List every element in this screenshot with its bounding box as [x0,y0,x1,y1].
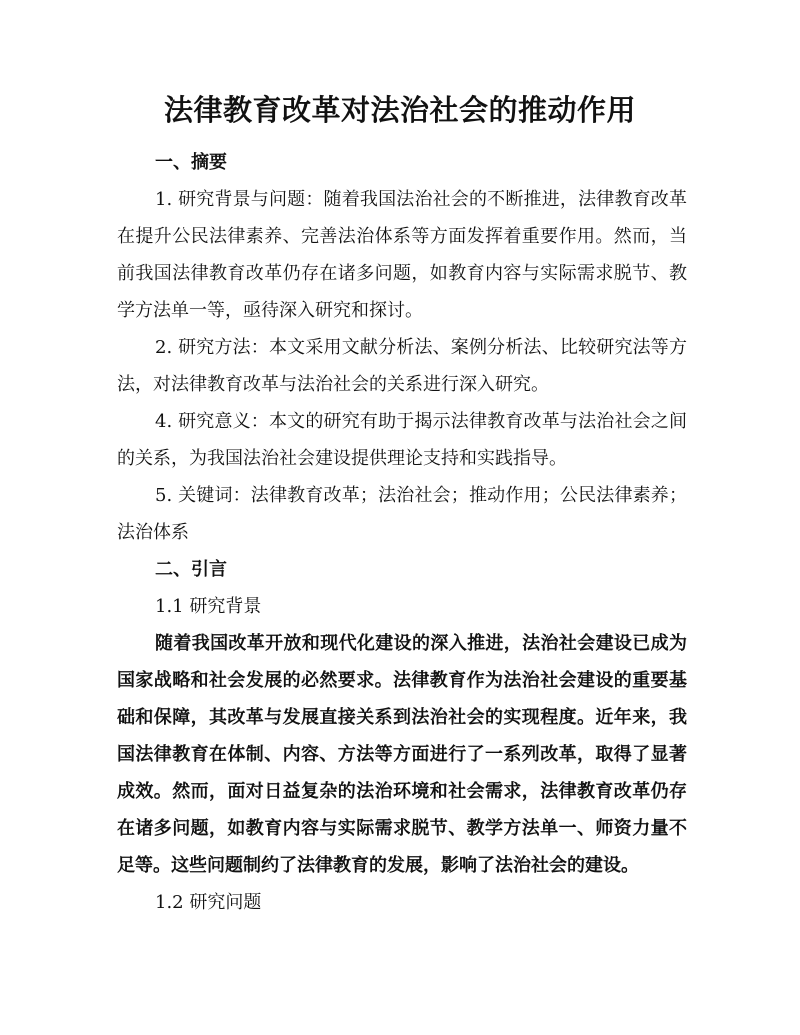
abstract-paragraph-2: 2. 研究方法：本文采用文献分析法、案例分析法、比较研究法等方法，对法律教育改革与法治社会的关系进行深入研究。 [117,337,687,395]
abstract-paragraph-3: 4. 研究意义：本文的研究有助于揭示法律教育改革与法治社会之间的关系，为我国法治社会建设提供理论支持和实践指导。 [117,411,687,469]
background-paragraph: 随着我国改革开放和现代化建设的深入推进，法治社会建设已成为国家战略和社会发展的必然要求。法律教育作为法治社会建设的重要基础和保障，其改革与发展直接关系到法治社会的实现程度。近年来，我国法律教育在体制、内容、方法等方面进行了一系列改革，取得了显著成效。然而，面对日益复杂的法治环境和社会需求，法律教育改革仍存在诸多问题，如教育内容与实际需求脱节、教学方法单一、师资力量不足等。这些问题制约了法律教育的发展，影响了法治社会的建设。 [117,633,687,876]
subsection-heading-question: 1.2 研究问题 [155,892,262,913]
document-title: 法律教育改革对法治社会的推动作用 [163,93,636,127]
subsection-heading-background: 1.1 研究背景 [155,596,262,617]
abstract-paragraph-1: 1. 研究背景与问题：随着我国法治社会的不断推进，法律教育改革在提升公民法律素养、完善法治体系等方面发挥着重要作用。然而，当前我国法律教育改革仍存在诸多问题，如教育内容与实际需求脱节、教学方法单一等，亟待深入研究和探讨。 [117,189,687,321]
section-heading-abstract: 一、摘要 [155,152,227,173]
document-body [117,144,687,921]
abstract-paragraph-4: 5. 关键词：法律教育改革；法治社会；推动作用；公民法律素养；法治体系 [117,485,687,543]
section-heading-intro: 二、引言 [155,559,227,580]
